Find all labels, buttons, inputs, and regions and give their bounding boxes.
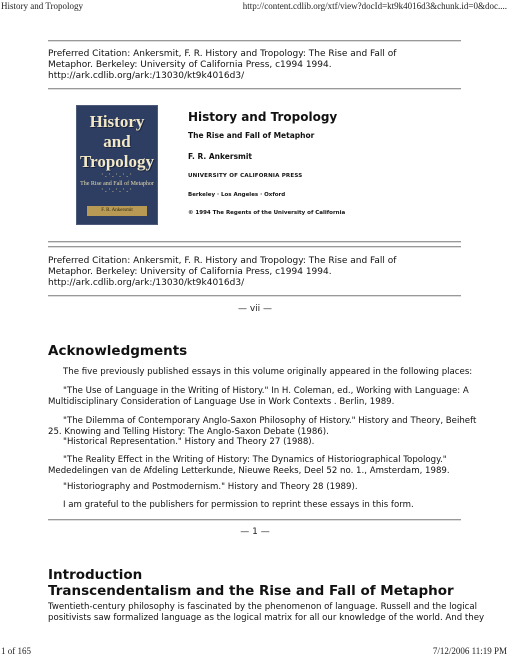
acknowledgments-intro: The five previously published essays in this volume originally appeared in the following places: [63, 367, 473, 377]
page-marker-vii: — vii — [237, 304, 273, 314]
divider [48, 40, 461, 42]
book-copyright: © 1994 The Regents of the University of California [188, 210, 346, 216]
cover-ornament: ·.·.·.·.· [101, 170, 133, 179]
citation-link[interactable]: http://ark.cdlib.org/ark:/13030/kt9k4016d3/ [48, 278, 245, 288]
print-header [0, 1, 510, 13]
acknowledgment-item: "Historical Representation." History and Theory 27 (1988). [63, 437, 315, 447]
cover-author: F. R. Ankersmit [87, 206, 147, 216]
print-header-url: http://content.cdlib.org/xtf/view?docId=kt9k4016d3&chunk.id=0&doc.... [242, 1, 507, 11]
divider [48, 295, 461, 297]
acknowledgment-item: "The Reality Effect in the Writing of History: The Dynamics of Historiographical Topology." Mededelingen van de Afdeling Letterkunde, Nieuwe Reeks, Deel 52 no. 1., Amsterdam, 1989. [48, 455, 450, 476]
page-marker-1: — 1 — [240, 527, 270, 537]
cover-title: History and Tropology [80, 112, 154, 171]
citation-line: Metaphor. Berkeley: University of California Press, c1994 1994. [48, 267, 332, 277]
cover-subtitle: The Rise and Fall of Metaphor [80, 181, 154, 187]
acknowledgments-closing: I am grateful to the publishers for permission to reprint these essays in this form. [63, 500, 414, 510]
citation-link[interactable]: http://ark.cdlib.org/ark:/13030/kt9k4016d3/ [48, 71, 245, 81]
book-title: History and Tropology [188, 110, 338, 124]
book-subtitle: The Rise and Fall of Metaphor [188, 131, 315, 140]
introduction-heading: Introduction Transcendentalism and the Rise and Fall of Metaphor [48, 567, 454, 599]
cover-ornament: ·.·.·.·.· [101, 185, 133, 194]
book-author: F. R. Ankersmit [188, 152, 253, 161]
introduction-text: Twentieth-century philosophy is fascinated by the phenomenon of language. Russell and the logical positivists saw formalized language as the logical matrix for all our knowledge of the world. And they [48, 602, 485, 623]
citation-bottom [48, 256, 428, 289]
print-footer [0, 646, 510, 658]
acknowledgments-heading: Acknowledgments [48, 343, 188, 359]
citation-line: Preferred Citation: Ankersmit, F. R. History and Tropology: The Rise and Fall of [48, 49, 397, 59]
book-locations: Berkeley · Los Angeles · Oxford [188, 192, 286, 198]
acknowledgment-item: "The Use of Language in the Writing of History." In H. Coleman, ed., Working with Language: A Multidisciplinary Consideration of Language Use in Work Contexts . Berlin, 1989. [48, 386, 469, 407]
citation-top [48, 49, 428, 82]
book-cover-image [76, 105, 158, 225]
citation-line: Preferred Citation: Ankersmit, F. R. History and Tropology: The Rise and Fall of [48, 256, 397, 266]
print-footer-page: 1 of 165 [1, 646, 31, 656]
print-footer-datetime: 7/12/2006 11:19 PM [432, 646, 507, 656]
divider [48, 88, 461, 90]
citation-line: Metaphor. Berkeley: University of California Press, c1994 1994. [48, 60, 332, 70]
divider [48, 246, 461, 248]
print-header-title: History and Tropology [1, 1, 84, 11]
acknowledgment-item: "Historiography and Postmodernism." History and Theory 28 (1989). [63, 482, 358, 492]
book-publisher: UNIVERSITY OF CALIFORNIA PRESS [188, 173, 303, 179]
divider [48, 241, 461, 243]
divider [48, 519, 461, 521]
acknowledgment-item: "The Dilemma of Contemporary Anglo-Saxon Philosophy of History." History and Theory, Beiheft 25. Knowing and Telling History: The Anglo-Saxon Debate (1986). [48, 416, 477, 437]
